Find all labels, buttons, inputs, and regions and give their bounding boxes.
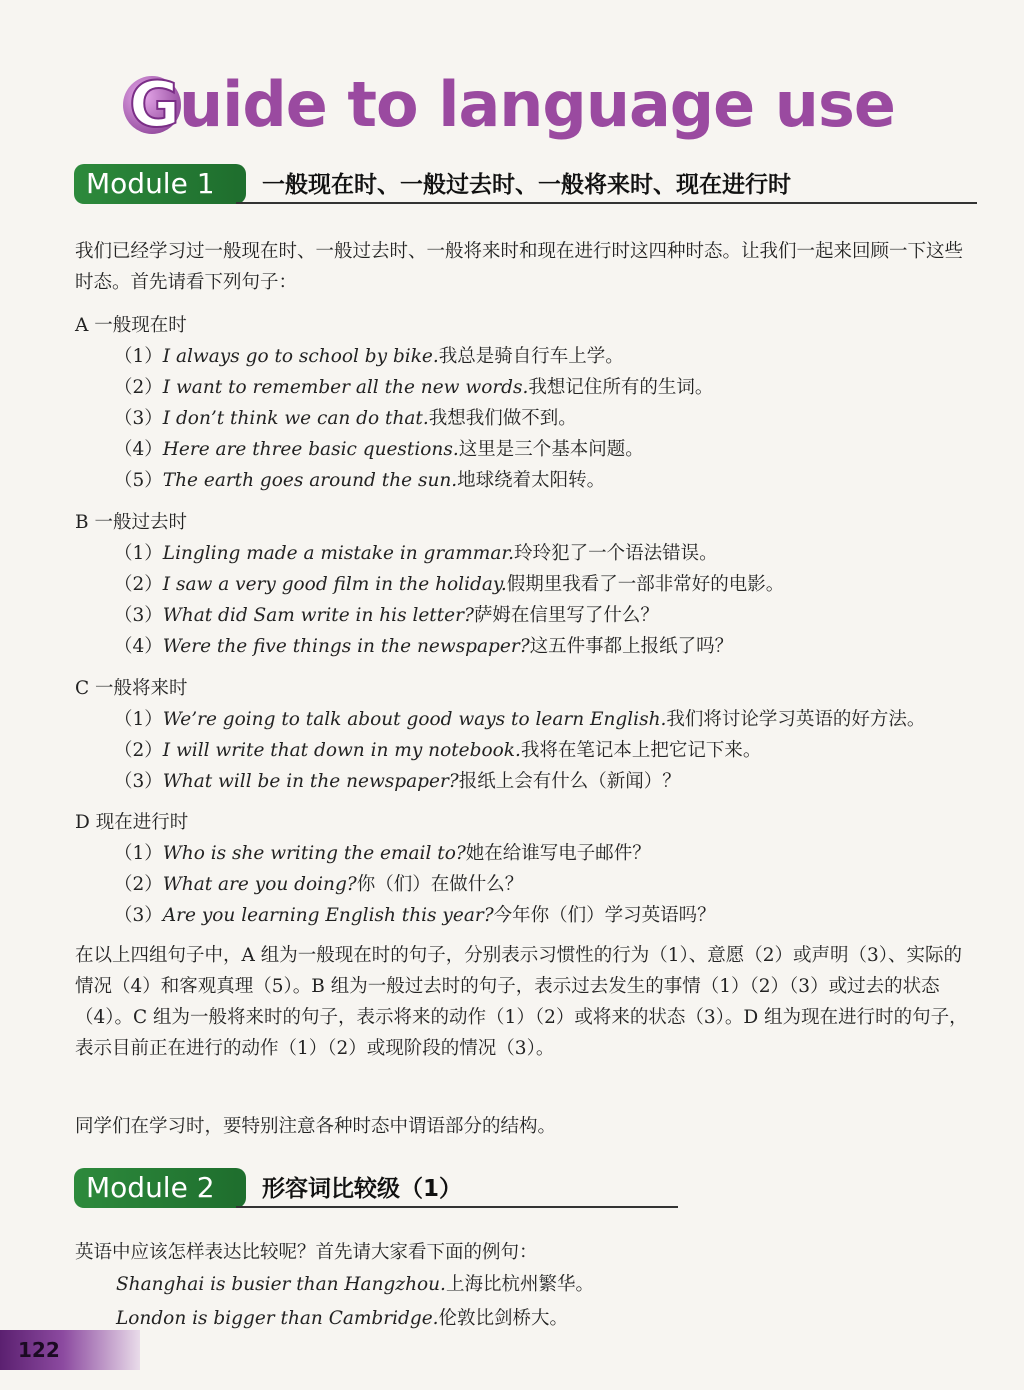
section-c-label: C 一般将来时 [75, 678, 188, 699]
module-2-example: London is bigger than Cambridge.伦敦比剑桥大。 [116, 1308, 569, 1329]
module-1-summary: 在以上四组句子中，A 组为一般现在时的句子，分别表示习惯性的行为（1）、意愿（2）或声明（3）、实际的情况（4）和客观真理（5）。B 组为一般过去时的句子，表示过去发生的事情（1）（2）（3）或过去的状态（4）。C 组为一般将来时的句子，表示将来的动作（1）（2）或将来的状态（3）。D 组为现在进行时的句子，表示目前正在进行的动作（1）（2）或现阶段的情况（3）。 [75, 945, 968, 1059]
page-title [0, 68, 1024, 141]
section-d-item: （1）Who is she writing the email to?她在给谁写电子邮件？ [114, 843, 651, 864]
module-1-intro: 我们已经学习过一般现在时、一般过去时、一般将来时和现在进行时这四种时态。让我们一起来回顾一下这些时态。首先请看下列句子： [75, 241, 964, 293]
section-d-label: D 现在进行时 [75, 812, 189, 833]
section-a-item: （1）I always go to school by bike.我总是骑自行车上学。 [114, 346, 624, 367]
section-c-item: （3）What will be in the newspaper?报纸上会有什么（新闻）？ [114, 771, 681, 792]
section-a-label: A 一般现在时 [75, 315, 187, 336]
section-d-item: （2）What are you doing?你（们）在做什么？ [114, 874, 524, 895]
page-number: 122 [0, 1330, 140, 1370]
module-1-heading: 一般现在时、一般过去时、一般将来时、现在进行时 [262, 172, 791, 198]
section-a-item: （2）I want to remember all the new words.我想记住所有的生词。 [114, 377, 714, 398]
section-a-item: （5）The earth goes around the sun.地球绕着太阳转。 [114, 470, 606, 491]
section-a-item: （3）I don’t think we can do that.我想我们做不到。 [114, 408, 577, 429]
module-2-heading: 形容词比较级（1） [262, 1176, 463, 1202]
module-1-note: 同学们在学习时，要特别注意各种时态中谓语部分的结构。 [75, 1116, 557, 1137]
section-b-item: （2）I saw a very good film in the holiday.假期里我看了一部非常好的电影。 [114, 574, 785, 595]
module-2-rule [236, 1206, 678, 1208]
module-2-badge: Module 2 [74, 1168, 236, 1208]
module-1-badge: Module 1 [74, 164, 236, 204]
module-2-header [74, 1168, 684, 1212]
module-1-rule [236, 202, 977, 204]
section-b-label: B 一般过去时 [75, 512, 187, 533]
title-initial: G [129, 68, 179, 141]
title-rest: uide to language use [178, 68, 895, 141]
section-b-item: （1）Lingling made a mistake in grammar.玲玲犯了一个语法错误。 [114, 543, 718, 564]
module-2-example: Shanghai is busier than Hangzhou.上海比杭州繁华。 [116, 1274, 594, 1295]
section-b-item: （3）What did Sam write in his letter?萨姆在信里写了什么？ [114, 605, 659, 626]
section-c-item: （2）I will write that down in my notebook.我将在笔记本上把它记下来。 [114, 740, 762, 761]
section-d-item: （3）Are you learning English this year?今年你（们）学习英语吗？ [114, 905, 716, 926]
section-c-item: （1）We’re going to talk about good ways to learn English.我们将讨论学习英语的好方法。 [114, 709, 926, 730]
section-a-item: （4）Here are three basic questions.这里是三个基本问题。 [114, 439, 644, 460]
module-1-header [74, 164, 979, 208]
module-2-intro: 英语中应该怎样表达比较呢？首先请大家看下面的例句： [75, 1242, 538, 1263]
section-b-item: （4）Were the five things in the newspaper?这五件事都上报纸了吗？ [114, 636, 734, 657]
